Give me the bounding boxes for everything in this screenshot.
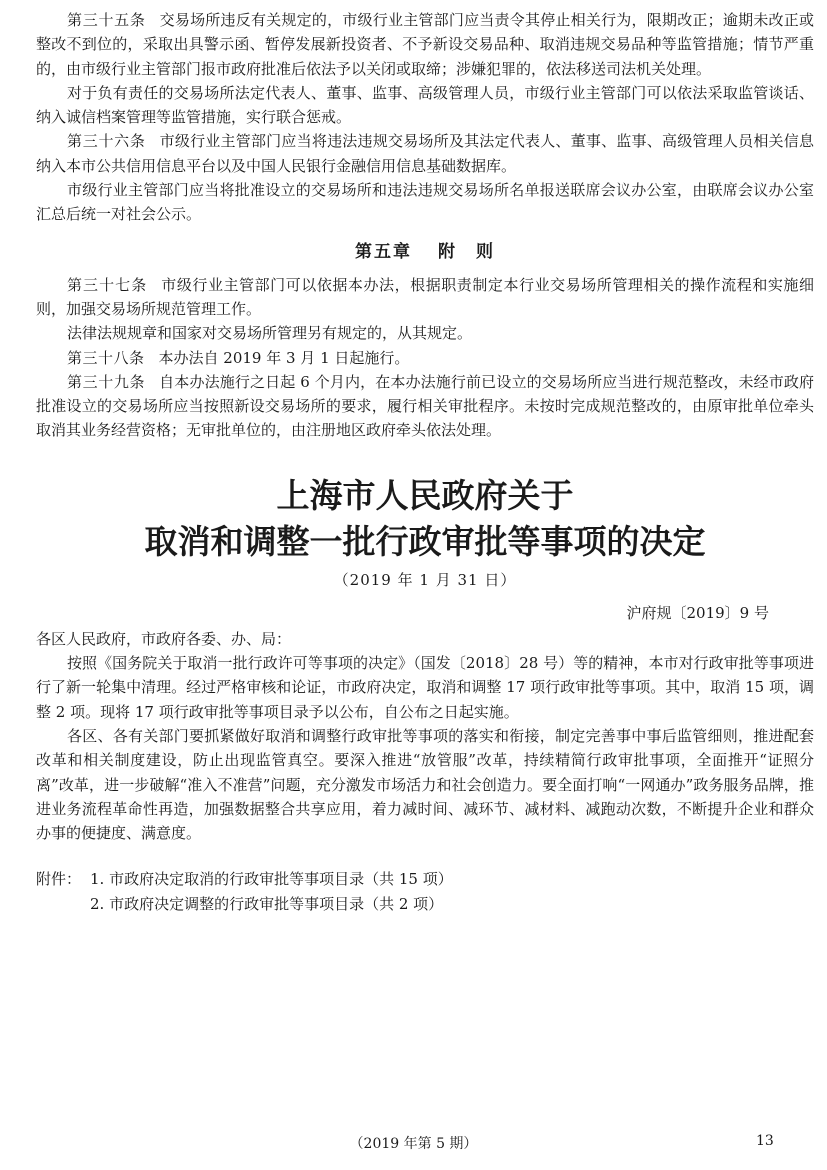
decision-title-line-1: 上海市人民政府关于 [276,475,574,515]
footer-issue: （2019 年第 5 期） [349,1136,478,1152]
attachment-line [36,867,814,891]
article-36-para-2 [36,178,814,227]
decision-paragraph: 按照《国务院关于取消一批行政许可等事项的决定》（国发〔2018〕28 号）等的精神，本市对行政审批等事项进行了新一轮集中清理。经过严格审核和论证，市政府决定，取消和调整 17 项行政审批等事项。其中，取消 15 项，调整 2 项。现将 17 项行政审批等事项目录予以公布，自公布之日起实施。 [36,654,814,721]
page-number: 13 [756,1133,774,1149]
article-number: 第三十九条 [67,372,146,391]
attachment-item: 2. 市政府决定调整的行政审批等事项目录（共 2 项） [90,894,444,913]
decision-title [36,473,814,565]
article-35 [36,8,814,81]
attachment-label: 附件： [36,870,82,889]
article-39 [36,370,814,443]
article-text: 市级行业主管部门应当将批准设立的交易场所和违法违规交易场所名单报送联席会议办公室，由联席会议办公室汇总后统一对社会公示。 [36,181,814,224]
attachments [36,867,814,916]
addressee: 各区人民政府，市政府各委、办、局： [36,629,292,648]
article-number: 第三十六条 [67,132,146,151]
chapter-number: 第五章 [355,241,412,262]
document-number: 沪府规〔2019〕9 号 [626,603,769,622]
decision-paragraph: 各区、各有关部门要抓紧做好取消和调整行政审批等事项的落实和衔接，制定完善事中事后监管细则，推进配套改革和相关制度建设，防止出现监管真空。要深入推进“放管服”改革，持续精简行政审批事项，全面推开“证照分离”改革，进一步破解“准入不准营”问题，充分激发市场活力和社会创造力。要全面打响“一网通办”政务服务品牌，推进业务流程革命性再造，加强数据整合共享应用，着力减时间、减环节、减材料、减跑动次数，不断提升企业和群众办事的便捷度、满意度。 [36,726,814,843]
article-number: 第三十七条 [67,275,148,294]
attachment-item: 1. 市政府决定取消的行政审批等事项目录（共 15 项） [90,870,453,889]
article-37-para-2 [36,321,814,345]
article-36 [36,129,814,178]
article-text: 自本办法施行之日起 6 个月内，在本办法施行前已设立的交易场所应当进行规范整改，未经市政府批准设立的交易场所应当按照新设交易场所的要求，履行相关审批程序。未按时完成规范整改的，由原审批单位牵头取消其业务经营资格；无审批单位的，由注册地区政府牵头依法处理。 [36,372,814,440]
articles-top [36,8,814,227]
articles-bottom [36,273,814,443]
article-37 [36,273,814,322]
article-text: 对于负有责任的交易场所法定代表人、董事、监事、高级管理人员，市级行业主管部门可以依法采取监管谈话、纳入诚信档案管理等监管措施，实行联合惩戒。 [36,83,814,127]
decision-title-line-2: 取消和调整一批行政审批等事项的决定 [144,521,706,561]
article-text: 交易场所违反有关规定的，市级行业主管部门应当责令其停止相关行为，限期改正；逾期未改正或整改不到位的，采取出具警示函、暂停发展新投资者、不予新设交易品种、取消违规交易品种等监管措施；情节严重的，由市级行业主管部门报市政府批准后依法予以关闭或取缔；涉嫌犯罪的，依法移送司法机关处理。 [36,11,814,78]
article-text: 本办法自 2019 年 3 月 1 日起施行。 [158,348,410,367]
article-35-para-2 [36,81,814,130]
article-number: 第三十五条 [67,11,146,29]
chapter-name: 附 则 [438,241,495,262]
article-number: 第三十八条 [67,348,145,367]
chapter-heading [36,237,814,262]
attachment-line [36,892,814,916]
article-38 [36,346,814,370]
document-page [36,8,814,916]
article-text: 市级行业主管部门可以依据本办法，根据职责制定本行业交易场所管理相关的操作流程和实施细则，加强交易场所规范管理工作。 [36,275,814,318]
article-text: 市级行业主管部门应当将违法违规交易场所及其法定代表人、董事、监事、高级管理人员相关信息纳入本市公共信用信息平台以及中国人民银行金融信用信息基础数据库。 [36,132,814,175]
article-text: 法律法规规章和国家对交易场所管理另有规定的，从其规定。 [67,324,473,343]
decision-date: （2019 年 1 月 31 日） [333,570,517,589]
